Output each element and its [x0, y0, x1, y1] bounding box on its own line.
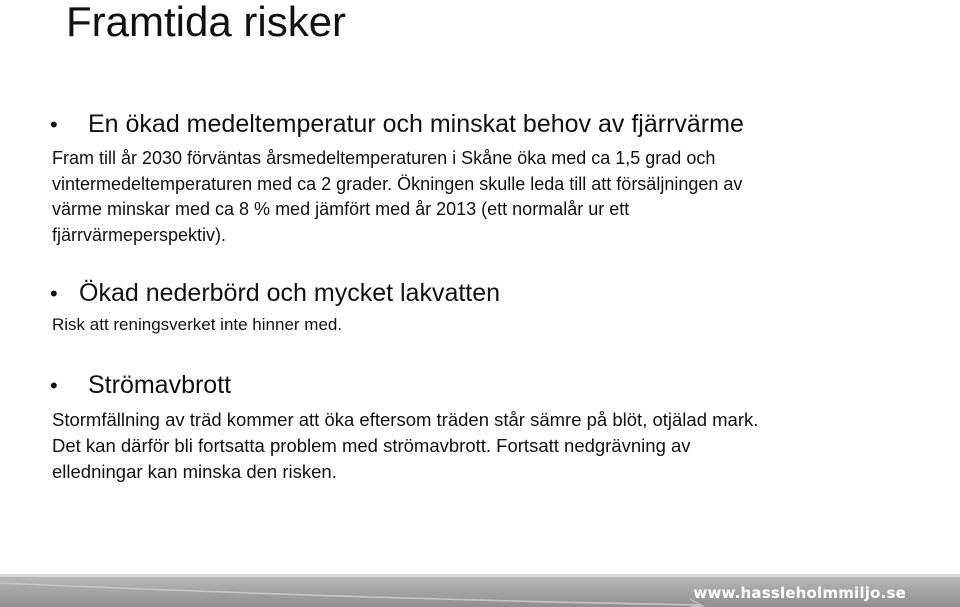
footer-website-link[interactable]: www.hassleholmmiljo.se: [693, 584, 906, 602]
paragraph-line: värme minskar med ca 8 % med jämfört med år 2013 (ett normalår ur ett: [52, 199, 630, 219]
bullet-heading-power-outage: [50, 370, 231, 400]
paragraph-line: elledningar kan minska den risken.: [52, 461, 337, 482]
bullet-heading-text: En ökad medeltemperatur och minskat behov av fjärrvärme: [88, 110, 744, 138]
slide-title: Framtida risker: [66, 0, 347, 45]
bullet-heading-precipitation: [50, 278, 500, 308]
paragraph-power-outage: [52, 407, 952, 485]
paragraph-line: Stormfällning av träd kommer att öka eftersom träden står sämre på blöt, otjälad mark.: [52, 409, 759, 430]
bullet-dot: •: [50, 112, 58, 137]
paragraph-line: vintermedeltemperaturen med ca 2 grader. Ökningen skulle leda till att försäljningen av: [52, 173, 743, 194]
bullet-dot: •: [50, 373, 58, 398]
paragraph-line: fjärrvärmeperspektiv).: [52, 224, 227, 245]
paragraph-line: Fram till år 2030 förväntas årsmedeltemperaturen i Skåne öka med ca 1,5 grad och: [52, 148, 716, 168]
paragraph-precipitation: [52, 313, 342, 337]
paragraph-temperature: [52, 146, 932, 248]
bullet-heading-temperature: [50, 109, 744, 139]
paragraph-line: Risk att reningsverket inte hinner med.: [52, 315, 343, 334]
bullet-heading-text: Strömavbrott: [88, 371, 232, 399]
footer-swoosh-graphic: [0, 577, 720, 607]
bullet-dot: •: [50, 281, 58, 306]
paragraph-line: Det kan därför bli fortsatta problem med strömavbrott. Fortsatt nedgrävning av: [52, 435, 691, 456]
bullet-heading-text: Ökad nederbörd och mycket lakvatten: [79, 279, 501, 307]
